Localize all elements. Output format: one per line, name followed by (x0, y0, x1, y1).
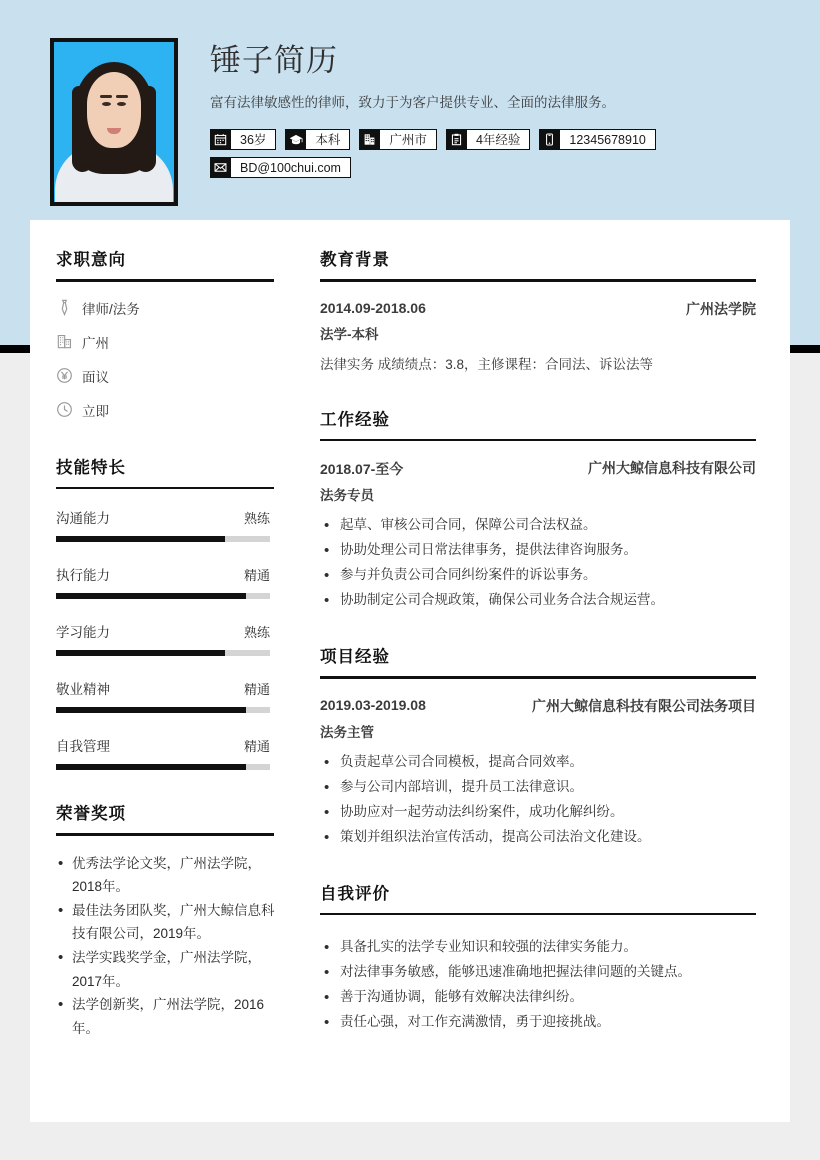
envelope-icon (210, 157, 231, 178)
skill-level: 熟练 (243, 625, 270, 640)
skill-bar-fill (56, 593, 246, 599)
contact-tag-rows (210, 129, 656, 178)
section-project-experience (320, 643, 756, 849)
section-title-skills: 技能特长 (56, 458, 126, 477)
intention-city-label: 广州 (82, 335, 109, 351)
section-rule (320, 913, 756, 916)
section-job-intention (56, 246, 298, 420)
list-item: • 策划并组织法治宣传活动，提高公司法治文化建设。 (320, 825, 756, 850)
section-rule (56, 487, 274, 490)
list-item: • 法学实践奖学金，广州法学院，2017年。 (56, 946, 278, 993)
info-tag-age (210, 129, 276, 150)
work-bullets (320, 513, 756, 613)
sidebar-column (30, 220, 298, 1122)
section-education (320, 246, 756, 376)
section-rule (56, 279, 274, 282)
list-item: • 参与公司内部培训，提升员工法律意识。 (320, 775, 756, 800)
skill-bar-track (56, 593, 270, 599)
skill-item (56, 678, 298, 713)
section-title-self-evaluation: 自我评价 (320, 884, 390, 903)
work-date: 2018.07-至今 (320, 461, 404, 478)
intention-salary-label: 面议 (82, 369, 109, 385)
necktie-icon (56, 299, 73, 316)
list-item: • 协助应对一起劳动法纠纷案件，成功化解纠纷。 (320, 800, 756, 825)
skill-name: 执行能力 (56, 568, 110, 583)
work-company: 广州大鲸信息科技有限公司 (588, 460, 756, 477)
skill-bar-fill (56, 650, 225, 656)
list-item: • 优秀法学论文奖，广州法学院，2018年。 (56, 852, 278, 899)
calendar-icon (210, 129, 231, 150)
work-position: 法务专员 (320, 488, 374, 504)
education-entry (320, 300, 756, 376)
list-item: • 最佳法务团队奖，广州大鲸信息科技有限公司，2019年。 (56, 899, 278, 946)
skill-level: 精通 (243, 568, 270, 583)
education-date: 2014.09-2018.06 (320, 299, 426, 316)
header-tagline: 富有法律敏感性的律师，致力于为客户提供专业、全面的法律服务。 (210, 95, 615, 111)
section-title-education: 教育背景 (320, 251, 390, 269)
contact-tag-row-1 (210, 129, 656, 150)
header-text-block (210, 38, 656, 185)
avatar-photo (54, 42, 174, 202)
project-name: 广州大鲸信息科技有限公司法务项目 (532, 697, 756, 714)
list-item: • 起草、审核公司合同，保障公司合法权益。 (320, 513, 756, 538)
page-title: 锤子简历 (210, 43, 338, 78)
list-item: • 负责起草公司合同模板，提高合同效率。 (320, 750, 756, 775)
skill-bar-fill (56, 536, 225, 542)
skill-bar-track (56, 707, 270, 713)
skill-bar-track (56, 536, 270, 542)
project-date: 2019.03-2019.08 (320, 696, 426, 713)
job-intention-list (56, 298, 298, 420)
list-item: • 协助制定公司合规政策，确保公司业务合法合规运营。 (320, 588, 756, 613)
section-rule (320, 439, 756, 442)
info-tag-degree-value: 本科 (306, 129, 350, 150)
project-role: 法务主管 (320, 724, 374, 740)
education-major: 法学-本科 (320, 327, 379, 343)
graduation-cap-icon (285, 129, 306, 150)
skill-name: 沟通能力 (56, 511, 110, 526)
skill-level: 精通 (243, 739, 270, 754)
list-item: • 责任心强，对工作充满激情，勇于迎接挑战。 (320, 1010, 756, 1035)
clock-icon (56, 401, 73, 418)
work-entry (320, 459, 756, 613)
info-tag-experience (446, 129, 530, 150)
skill-name: 敬业精神 (56, 682, 110, 697)
skill-bar-fill (56, 707, 246, 713)
skill-name: 自我管理 (56, 739, 110, 754)
section-self-evaluation (320, 880, 756, 1035)
education-school: 广州法学院 (686, 300, 756, 317)
phone-icon (539, 129, 560, 150)
contact-tag-row-2 (210, 157, 656, 178)
skill-item (56, 735, 298, 770)
main-column (298, 220, 790, 1122)
skill-level: 精通 (243, 682, 270, 697)
section-title-job-intention: 求职意向 (56, 251, 126, 269)
intention-item-availability (56, 400, 298, 420)
skill-bar-track (56, 650, 270, 656)
section-title-project-experience: 项目经验 (320, 648, 390, 667)
honors-list (56, 852, 298, 1041)
info-tag-city (359, 129, 437, 150)
info-tag-phone (539, 129, 655, 150)
list-item: • 协助处理公司日常法律事务，提供法律咨询服务。 (320, 538, 756, 563)
skill-name: 学习能力 (56, 625, 110, 640)
clipboard-icon (446, 129, 467, 150)
info-tag-city-value: 广州市 (380, 129, 437, 150)
skill-bar-fill (56, 764, 246, 770)
skill-item (56, 564, 298, 599)
intention-item-position (56, 298, 298, 318)
skill-level: 熟练 (243, 511, 270, 526)
section-rule (320, 279, 756, 282)
avatar (50, 38, 178, 206)
resume-card (30, 220, 790, 1122)
section-honors (56, 800, 298, 1041)
section-title-work-experience: 工作经验 (320, 410, 390, 429)
info-tag-email (210, 157, 351, 178)
skills-list (56, 507, 298, 770)
intention-item-city (56, 332, 298, 352)
section-rule (320, 676, 756, 679)
list-item: • 善于沟通协调，能够有效解决法律纠纷。 (320, 985, 756, 1010)
project-bullets (320, 750, 756, 850)
building-icon (56, 333, 73, 350)
list-item: • 对法律事务敏感，能够迅速准确地把握法律问题的关键点。 (320, 960, 756, 985)
section-skills (56, 454, 298, 771)
building-icon (359, 129, 380, 150)
yen-circle-icon (56, 367, 73, 384)
info-tag-age-value: 36岁 (231, 129, 276, 150)
info-tag-email-value: BD@100chui.com (231, 157, 351, 178)
skill-item (56, 621, 298, 656)
skill-item (56, 507, 298, 542)
skill-bar-track (56, 764, 270, 770)
section-work-experience (320, 406, 756, 613)
list-item: • 具备扎实的法学专业知识和较强的法律实务能力。 (320, 935, 756, 960)
resume-header (0, 0, 820, 220)
info-tag-phone-value: 12345678910 (560, 129, 655, 150)
info-tag-experience-value: 4年经验 (467, 129, 530, 150)
intention-item-salary (56, 366, 298, 386)
section-title-honors: 荣誉奖项 (56, 805, 126, 823)
self-evaluation-bullets (320, 935, 756, 1035)
project-entry (320, 697, 756, 850)
intention-availability-label: 立即 (82, 403, 109, 419)
section-rule (56, 833, 274, 836)
list-item: • 参与并负责公司合同纠纷案件的诉讼事务。 (320, 563, 756, 588)
info-tag-degree (285, 129, 350, 150)
education-note: 法律实务 成绩绩点：3.8，主修课程：合同法、诉讼法等 (320, 357, 654, 373)
list-item: • 法学创新奖，广州法学院，2016年。 (56, 993, 278, 1040)
intention-position-label: 律师/法务 (82, 301, 140, 317)
